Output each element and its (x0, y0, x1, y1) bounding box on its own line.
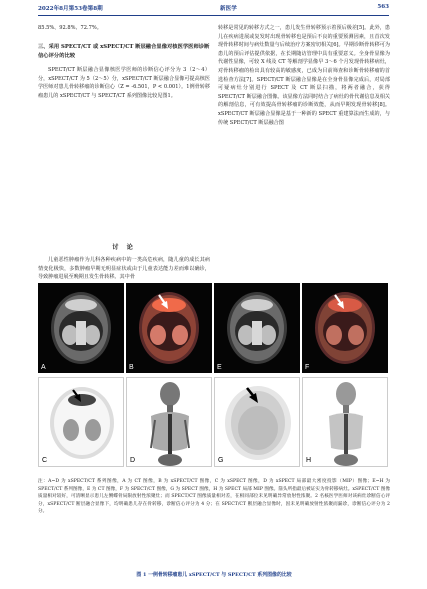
left-para-1: SPECT/CT 断层融合显像核医学医师的诊断信心评分为 3（2～4）分，xSPECT/CT 为 5（2～5）分，xSPECT/CT 断层融合显像可提高核医学医师对患儿骨转移瘤的诊断信心（Z = -6.501，P < 0.001）。1例骨转移瘤患儿的 xSPECT/CT 与 SPECT/CT 系列图像比较见图1。 (38, 67, 210, 99)
figure-caption: 注：A~D 为 xSPECT/CT 系列图像，A 为 CT 图像，B 为 xSPECT/CT 图像，C 为 xSPECT 图像，D 为 xSPECT 局部最大密度投影（MIP）图像；E~H 为 SPECT/CT 系列图像，E 为 CT 图像，F 为 SPECT/CT 图像，G 为 SPECT 图像，H 为 SPECT 局部 MIP 图像。箭头所指最后被证实为骨转移病灶。xSPECT/CT 图像质量相对较好，可清晰显示患儿左侧蝶骨局限放射性浓聚灶；而 SPECT/CT 图像质量相对差，在相同部位未见明确异常放射性浓聚。2 名核医学医师对该病灶诊断信心评分，xSPECT/CT 断层融合显像下，均明确患儿存在骨转移，诊断信心评分为 4 分；在 SPECT/CT 断层融合显像时，因未见明确放射性浓聚而漏诊，诊断信心评分为 2 分。 (38, 479, 390, 515)
panel-label: H (306, 457, 312, 464)
spect-axial-image (39, 378, 124, 467)
panel-h (302, 377, 388, 467)
panel-b (126, 283, 212, 373)
fused-axial-image (126, 283, 212, 373)
figure-title: 图 1 一例骨转移瘤患儿 xSPECT/CT 与 SPECT/CT 系列图像的比较 (136, 572, 292, 578)
section-heading: 三、采用 SPECT/CT 或 xSPECT/CT 断层融合显像对核医学医师诊断信心评分的比较 (38, 44, 210, 59)
header-rule (38, 15, 389, 16)
discussion-heading: 讨 论 (112, 244, 136, 251)
left-para-0: 85.5%、92.8%、72.7%。 (38, 25, 102, 31)
journal-name: 新医学 (220, 6, 237, 12)
figure-1 (38, 283, 390, 471)
panel-e (214, 283, 300, 373)
fused-axial-image (302, 283, 388, 373)
panel-label: G (218, 457, 224, 464)
panel-label: F (305, 364, 310, 371)
panel-label: E (217, 364, 222, 371)
panel-label: D (130, 457, 136, 464)
page-number: 563 (377, 4, 389, 10)
panel-c (38, 377, 124, 467)
ct-axial-image (214, 283, 300, 373)
mip-whole-body-image (127, 378, 212, 467)
panel-label: B (129, 364, 134, 371)
journal-issue: 2022年8月第53卷第8期 (38, 6, 103, 12)
mip-whole-body-image (303, 378, 388, 467)
panel-g (214, 377, 300, 467)
panel-f (302, 283, 388, 373)
panel-label: C (42, 457, 48, 464)
panel-a (38, 283, 124, 373)
panel-d (126, 377, 212, 467)
panel-label: A (41, 364, 46, 371)
left-para-2: 儿童恶性肿瘤作为儿科各种疾病中的一类高危疾病，随儿童的成长其病情变化极快，多数肿瘤早期无明显症状或由于儿童表达能力差而难以确诊，导致肿瘤进展至晚期且发生骨转移。其中骨 (38, 257, 210, 281)
spect-axial-image (215, 378, 300, 467)
ct-axial-image (38, 283, 124, 373)
right-para-1: 转移是常见的转移方式之一，患儿发生骨转移预示着预后极差[5]。此外，患儿在疾病进展或复发时出现骨转移也是预后不良的重要预测因素，且首次发现骨转移时间与病灶数量与后续治疗方案密切相关[6]。早期诊断骨转移可为患儿的预后评估提供依据，在长期随访管理中具有重要意义。全身骨显像为代谢性显像，可较 X 线及 CT 等解剖学显像早 3～6 个月发现骨转移病灶，对骨转移瘤的检出具有较高的敏感度，已成为目前筛查和诊断骨转移瘤的首选检查方法[7]。SPECT/CT 断层融合显像是在全身骨显像完成后，对局部可疑病灶分别进行 SPECT 及 CT 断层扫描，将两者融合，获得 SPECT/CT 断层融合图像。该显像方法同时结合了病灶的骨代谢信息及相关的解剖信息，可有效提高骨转移瘤的诊断效能，从而早期发现骨转移[8]。xSPECT/CT 断层融合显像是基于一种新的 SPECT 重建算法而生成的，与传统 SPECT/CT 断层融合图 (218, 25, 390, 126)
page-header (0, 0, 427, 15)
